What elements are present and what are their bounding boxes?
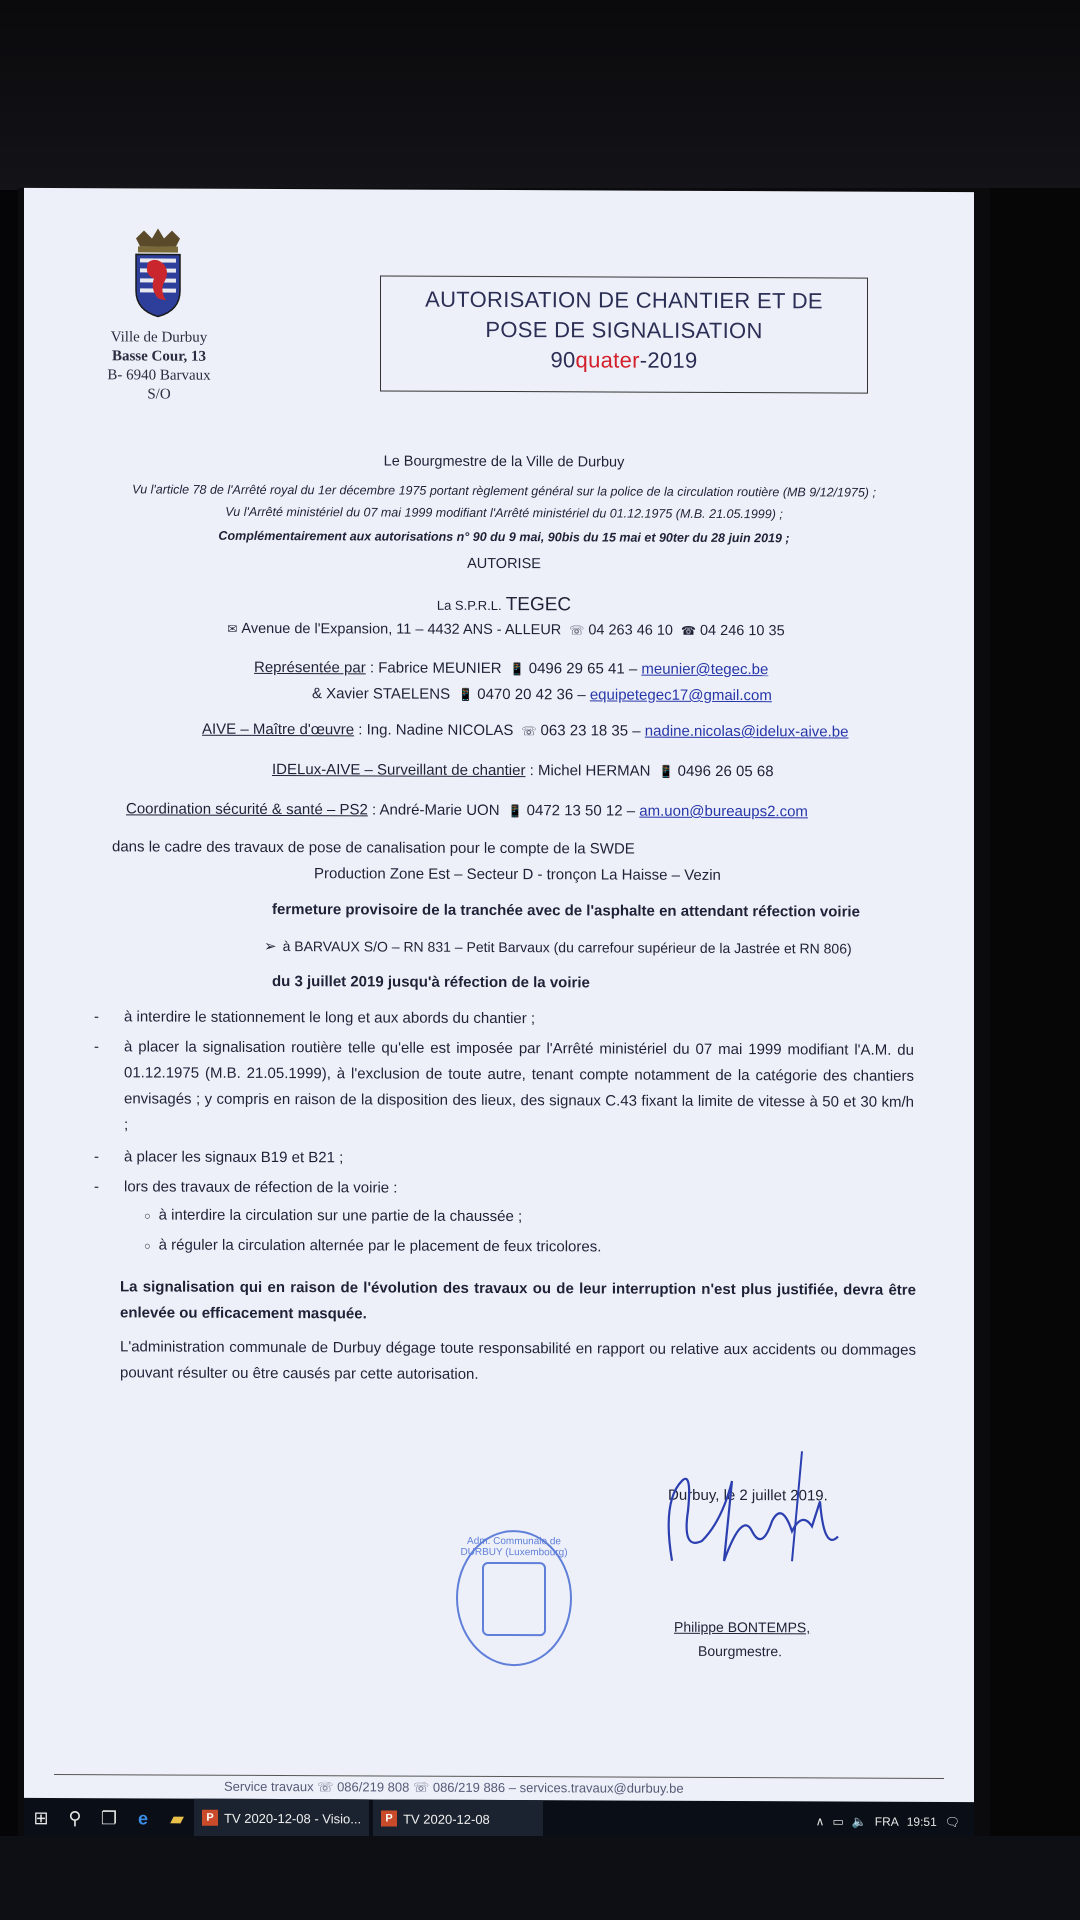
room-background-right <box>990 188 1080 1888</box>
windows-start-icon[interactable]: ⊞ <box>33 1807 49 1828</box>
works-zone: Production Zone Est – Secteur D - tronçon La Haisse – Vezin <box>314 865 721 884</box>
rep1-phone: 0496 29 65 41 – <box>528 660 638 678</box>
signer-name: Philippe BONTEMPS, <box>674 1618 811 1636</box>
idelux-name: : Michel HERMAN <box>529 762 651 780</box>
task-view-icon[interactable]: ❐ <box>100 1807 118 1828</box>
mobile-icon: 📱 <box>658 764 674 779</box>
idelux-phone: 0496 26 05 68 <box>677 762 774 781</box>
aive-phone: 063 23 18 35 – <box>540 722 641 740</box>
stamp-crest-icon <box>482 1562 546 1636</box>
authorise-line: AUTORISE <box>467 555 541 573</box>
title-number <box>381 344 867 376</box>
mobile-icon: 📱 <box>509 662 525 677</box>
volume-icon[interactable]: 🔈 <box>851 1814 867 1829</box>
works-context: dans le cadre des travaux de pose de canalisation pour le compte de la SWDE <box>112 838 635 858</box>
sub-measure-a-line <box>144 1206 522 1225</box>
coordination-line <box>126 800 808 820</box>
stamp-text: Adm. Communale de DURBUY (Luxembourg) <box>460 1535 568 1559</box>
complement-line: Complémentairement aux autorisations n° 90 du 9 mai, 90bis du 15 mai et 90ter du 28 juin 2019 ; <box>218 528 790 546</box>
company-address-line <box>64 620 944 640</box>
coord-email-link[interactable]: am.uon@bureaups2.com <box>639 802 808 821</box>
title-number-a: 90 <box>550 347 576 373</box>
coord-phone: 0472 13 50 12 – <box>526 802 636 820</box>
company-phone: 04 263 46 10 <box>588 622 673 639</box>
works-period: du 3 juillet 2019 jusqu'à réfection de la voirie <box>272 973 590 992</box>
footer-contact: Service travaux ☏ 086/219 808 ☏ 086/219 886 – services.travaux@durbuy.be <box>224 1778 684 1796</box>
official-stamp <box>456 1530 572 1667</box>
bullet-dash: - <box>94 1008 99 1026</box>
phone-icon: ☏ <box>521 724 537 739</box>
issuer-line: Le Bourgmestre de la Ville de Durbuy <box>383 453 625 471</box>
rep1-email-link[interactable]: meunier@tegec.be <box>641 660 769 679</box>
clock[interactable]: 19:51 <box>906 1814 937 1829</box>
sub-measure-a: à interdire la circulation sur une partie de la chaussée ; <box>158 1206 523 1226</box>
closing-paragraph-2: L'administration communale de Durbuy dégage toute responsabilité en rapport ou relative aux accidents ou dommages pouvant résulter ou être causés par cette autorisation. <box>120 1338 916 1383</box>
room-background <box>0 0 1080 190</box>
mail-icon: ✉ <box>227 621 238 636</box>
works-location: à BARVAUX S/O – RN 831 – Petit Barvaux (du carrefour supérieur de la Jastrée et RN 806) <box>282 938 852 957</box>
company-fax: 04 246 10 35 <box>699 622 785 640</box>
durbuy-crest-logo <box>130 228 186 318</box>
footer-divider <box>54 1774 944 1779</box>
commune-street: Basse Cour, 13 <box>111 348 207 365</box>
notifications-icon[interactable]: 🗨 <box>944 1814 960 1830</box>
coord-label: Coordination sécurité & santé – PS2 <box>126 800 368 819</box>
search-icon[interactable]: ⚲ <box>68 1807 82 1828</box>
coord-name: : André-Marie UON <box>371 801 500 820</box>
taskbar-app-powerpoint-1[interactable] <box>194 1799 369 1840</box>
commune-name: Ville de Durbuy <box>110 329 208 346</box>
aive-email-link[interactable]: nadine.nicolas@idelux-aive.be <box>644 722 849 741</box>
company-name: TEGEC <box>505 594 572 616</box>
measure-1: à interdire le stationnement le long et aux abords du chantier ; <box>124 1008 536 1028</box>
monitor-stand-area <box>0 1836 1080 1920</box>
title-line-1: AUTORISATION DE CHANTIER ET DE <box>425 286 823 314</box>
place-date: Durbuy, le 2 juillet 2019. <box>668 1486 828 1505</box>
representative-line-2 <box>312 685 772 704</box>
rep2-phone: 0470 20 42 36 – <box>477 685 586 704</box>
chevron-up-icon[interactable]: ∧ <box>815 1814 825 1829</box>
battery-icon[interactable]: ▭ <box>832 1814 844 1829</box>
idelux-label: IDELux-AIVE – Surveillant de chantier <box>272 761 526 780</box>
sub-measure-b-line <box>144 1236 601 1255</box>
handwritten-signature <box>652 1441 852 1592</box>
aive-name: : Ing. Nadine NICOLAS <box>358 721 514 740</box>
aive-line <box>202 721 848 741</box>
bullet-dash: - <box>94 1178 99 1196</box>
title-number-c: -2019 <box>639 347 698 373</box>
circle-bullet-icon: ○ <box>144 1210 151 1223</box>
taskbar-app-powerpoint-2[interactable] <box>373 1799 543 1840</box>
vu-line-2: Vu l'Arrêté ministériel du 07 mai 1999 modifiant l'Arrêté ministériel du 01.12.1975 (M.B. 21.05.1999) ; <box>225 504 783 522</box>
language-indicator[interactable]: FRA <box>874 1814 899 1829</box>
measure-2: à placer la signalisation routière telle qu'elle est imposée par l'Arrêté ministériel du 07 mai 1999 modifiant l'A.M. du 01.12.1975 (M.B. 21.05.1999), à l'exclusion de toute autre, tenant compte notamment de la catégorie des chantiers envisagés ; y compris en raison de la disposition des lieux, des signaux C.43 fixant la limite de vitesse à 50 et 30 km/h ; <box>124 1038 914 1134</box>
measure-3: à placer les signaux B19 et B21 ; <box>124 1148 344 1167</box>
rep2-email-link[interactable]: equipetegec17@gmail.com <box>589 686 772 705</box>
representative-line-1 <box>254 659 768 678</box>
bullet-dash: - <box>94 1038 99 1056</box>
rep-label: Représentée par <box>254 658 366 677</box>
sub-measure-b: à réguler la circulation alternée par le placement de feux tricolores. <box>158 1236 602 1256</box>
powerpoint-icon: P <box>202 1810 218 1826</box>
signer-role: Bourgmestre. <box>698 1642 783 1660</box>
circle-bullet-icon: ○ <box>144 1240 151 1253</box>
taskbar-app-label: TV 2020-12-08 <box>403 1811 490 1827</box>
title-number-b: quater <box>575 347 640 373</box>
works-closure: fermeture provisoire de la tranchée avec de l'asphalte en attendant réfection voirie <box>272 901 860 921</box>
works-location-line <box>264 937 852 958</box>
arrow-bullet-icon: ➢ <box>264 937 277 956</box>
vu-line-1: Vu l'article 78 de l'Arrêté royal du 1er décembre 1975 portant règlement général sur la police de la circulation routière (MB 9/12/1975) ; <box>132 482 876 500</box>
mobile-icon: 📱 <box>458 687 474 702</box>
monitor-screen <box>24 188 974 1830</box>
edge-browser-icon[interactable]: e <box>137 1807 148 1828</box>
taskbar-app-label: TV 2020-12-08 - Visio... <box>224 1810 362 1826</box>
commune-address <box>94 328 224 405</box>
aive-label: AIVE – Maître d'œuvre <box>202 720 355 739</box>
commune-city: B- 6940 Barvaux S/O <box>107 367 211 403</box>
company-line <box>64 592 944 618</box>
bullet-dash: - <box>94 1148 99 1166</box>
idelux-line <box>272 761 774 780</box>
closing-paragraph-1: La signalisation qui en raison de l'évolution des travaux ou de leur interruption n'est plus justifiée, devra être enlevée ou efficacement masquée. <box>120 1278 916 1323</box>
title-line-2: POSE DE SIGNALISATION <box>485 316 763 344</box>
document-title-box <box>380 275 868 393</box>
phone-icon: ☏ <box>569 623 585 638</box>
company-prefix: La S.P.R.L. <box>436 597 502 614</box>
fax-icon: ☎ <box>681 623 696 638</box>
powerpoint-icon: P <box>381 1810 397 1826</box>
file-explorer-icon[interactable]: ▰ <box>170 1808 184 1829</box>
document-page <box>24 188 974 1802</box>
mobile-icon: 📱 <box>507 804 523 819</box>
measure-4: lors des travaux de réfection de la voirie : <box>124 1178 398 1197</box>
rep1-name: : Fabrice MEUNIER <box>369 659 502 678</box>
rep2-name: & Xavier STAELENS <box>312 685 451 703</box>
company-address: Avenue de l'Expansion, 11 – 4432 ANS - ALLEUR <box>241 620 562 639</box>
